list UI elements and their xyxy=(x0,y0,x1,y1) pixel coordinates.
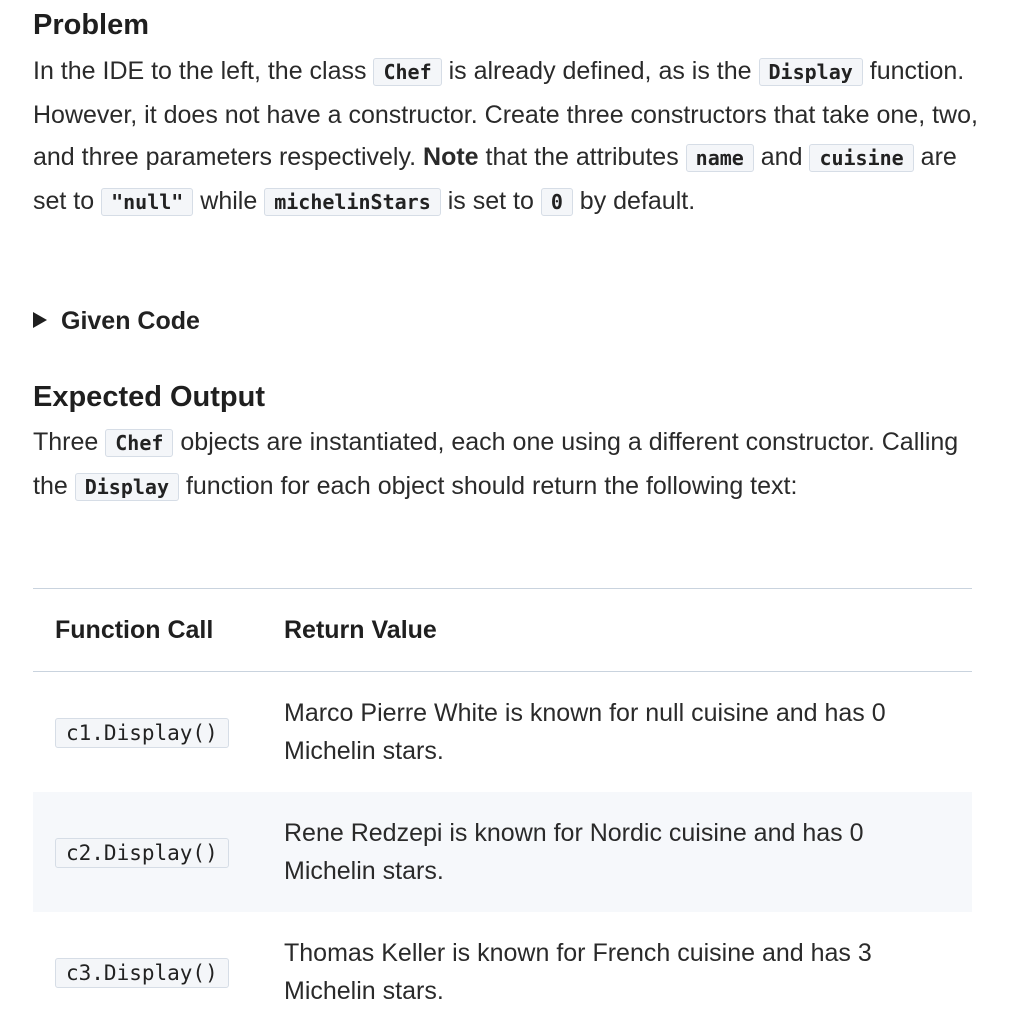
code-display: Display xyxy=(759,58,863,86)
code-zero: 0 xyxy=(541,188,573,216)
text-run: that the attributes xyxy=(478,143,686,172)
text-run: Three xyxy=(33,428,106,456)
function-call-cell xyxy=(33,792,262,912)
code-null-string: "null" xyxy=(101,188,193,216)
note-emphasis: Note xyxy=(423,143,479,172)
text-run: is already defined, as is the xyxy=(441,57,759,85)
table-row xyxy=(33,792,972,912)
function-call-code: c2.Display() xyxy=(55,838,229,868)
code-cuisine: cuisine xyxy=(809,144,913,172)
expected-output-heading: Expected Output xyxy=(33,381,266,413)
given-code-label: Given Code xyxy=(61,307,200,335)
function-call-code: c1.Display() xyxy=(55,718,229,748)
function-call-code: c3.Display() xyxy=(55,958,229,988)
table-row xyxy=(33,912,972,1032)
header-function-call: Function Call xyxy=(55,615,214,644)
text-run: function. However, it does not have a constructor. Create three constructors that take one, two, and three parameters respectively. xyxy=(33,57,978,172)
function-call-cell xyxy=(33,912,262,1032)
table-header-row xyxy=(33,589,972,672)
disclosure-triangle-icon xyxy=(33,312,47,328)
text-run: and xyxy=(753,143,810,172)
text-run: is set to xyxy=(440,187,541,216)
text-run: function for each object should return the following text: xyxy=(179,471,798,500)
return-value-cell: Rene Redzepi is known for Nordic cuisine and has 0 Michelin stars. xyxy=(284,819,864,885)
text-run: In the IDE to the left, the class xyxy=(33,57,374,85)
code-name: name xyxy=(686,144,754,172)
problem-description xyxy=(33,50,993,224)
problem-heading: Problem xyxy=(33,9,150,41)
text-run: while xyxy=(193,187,265,216)
expected-output-table xyxy=(33,588,972,1032)
code-display: Display xyxy=(75,473,179,501)
return-value-cell: Thomas Keller is known for French cuisine and has 3 Michelin stars. xyxy=(284,939,872,1005)
table-row xyxy=(33,672,972,793)
return-value-cell: Marco Pierre White is known for null cuisine and has 0 Michelin stars. xyxy=(284,699,886,765)
text-run: objects are instantiated, each one using a different constructor. Calling the xyxy=(33,428,959,500)
text-run: are set to xyxy=(33,143,957,216)
given-code-disclosure[interactable] xyxy=(33,305,200,337)
code-chef: Chef xyxy=(373,58,441,86)
code-chef: Chef xyxy=(105,429,173,457)
header-return-value: Return Value xyxy=(284,615,437,644)
code-michelin-stars: michelinStars xyxy=(264,188,441,216)
function-call-cell xyxy=(33,672,262,793)
text-run: by default. xyxy=(572,187,696,216)
expected-output-description xyxy=(33,421,993,508)
